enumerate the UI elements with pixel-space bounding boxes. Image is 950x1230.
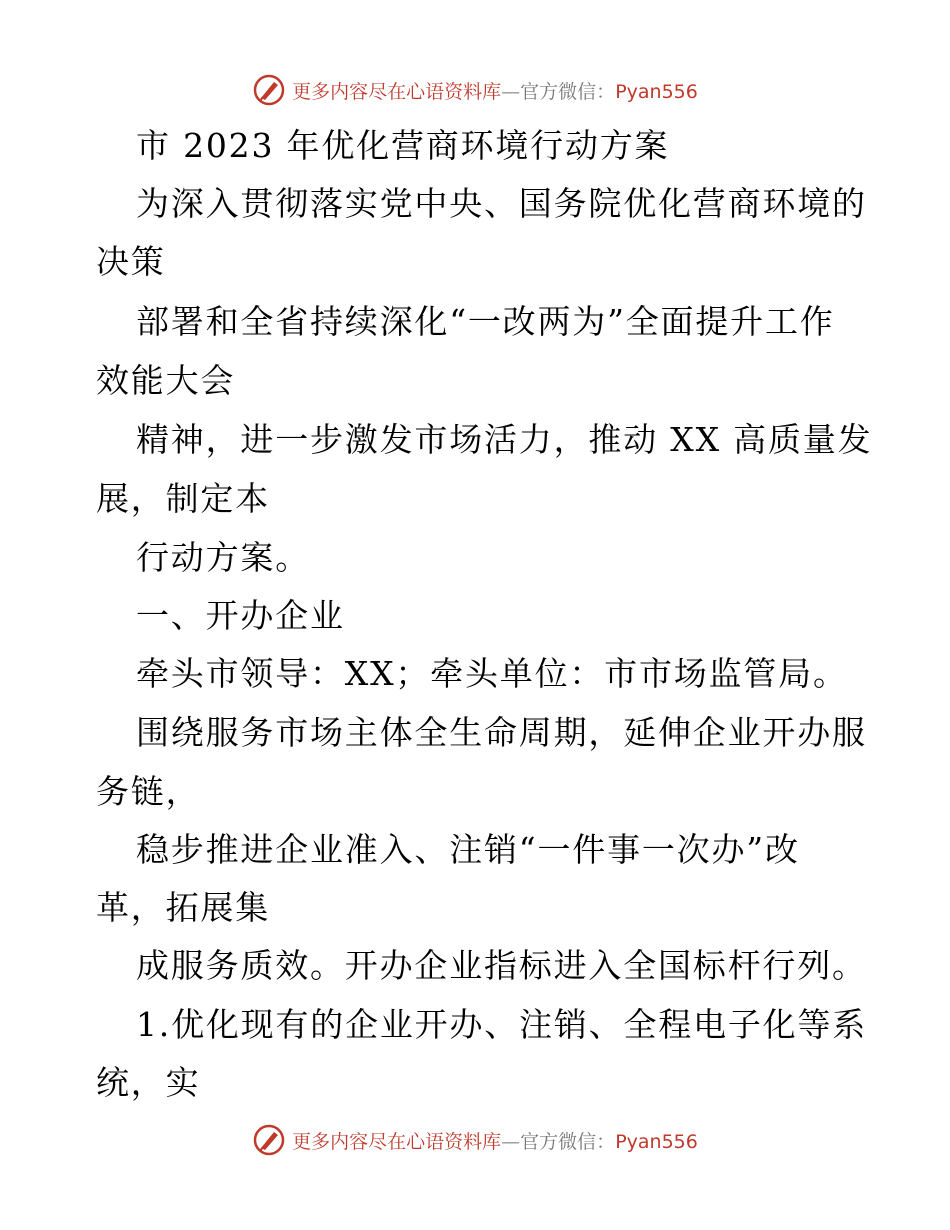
paragraph-line: 牵头市领导：XX；牵头单位：市市场监管局。 bbox=[136, 654, 848, 693]
watermark-main: 更多内容尽在心语资料库 bbox=[292, 1130, 502, 1153]
paragraph-line: 为深入贯彻落实党中央、国务院优化营商环境的 bbox=[136, 184, 867, 223]
paragraph-line: 革，拓展集 bbox=[96, 888, 270, 927]
paragraph-line: 行动方案。 bbox=[136, 538, 310, 577]
watermark-footer bbox=[0, 1120, 950, 1160]
paragraph-line: 部署和全省持续深化“一改两为”全面提升工作 bbox=[136, 302, 835, 341]
watermark-separator: — bbox=[501, 80, 521, 103]
paragraph-line: 精神，进一步激发市场活力，推动 XX 高质量发 bbox=[136, 420, 873, 459]
paragraph-line: 统，实 bbox=[96, 1063, 201, 1102]
paragraph-line: 展，制定本 bbox=[96, 479, 270, 518]
watermark-wechat-label: 官方微信： bbox=[520, 80, 616, 103]
watermark-main: 更多内容尽在心语资料库 bbox=[292, 80, 502, 103]
watermark-wechat-id: Pyan556 bbox=[615, 1130, 698, 1153]
quill-pen-icon bbox=[252, 1123, 286, 1157]
paragraph-line: 效能大会 bbox=[96, 361, 236, 400]
watermark-wechat-label: 官方微信： bbox=[520, 1130, 616, 1153]
section-heading: 一、开办企业 bbox=[136, 596, 345, 635]
paragraph-line: 成服务质效。开办企业指标进入全国标杆行列。 bbox=[136, 946, 867, 985]
paragraph-line: 稳步推进企业准入、注销“一件事一次办”改 bbox=[136, 830, 800, 869]
paragraph-line: 决策 bbox=[96, 242, 166, 281]
document-title: 市 2023 年优化营商环境行动方案 bbox=[136, 126, 670, 165]
watermark-text bbox=[292, 1127, 698, 1154]
paragraph-line: 围绕服务市场主体全生命周期，延伸企业开办服 bbox=[136, 713, 867, 752]
paragraph-line: 1.优化现有的企业开办、注销、全程电子化等系 bbox=[136, 1005, 868, 1044]
watermark-separator: — bbox=[501, 1130, 521, 1153]
watermark-wechat-id: Pyan556 bbox=[615, 80, 698, 103]
paragraph-line: 务链， bbox=[96, 772, 201, 811]
